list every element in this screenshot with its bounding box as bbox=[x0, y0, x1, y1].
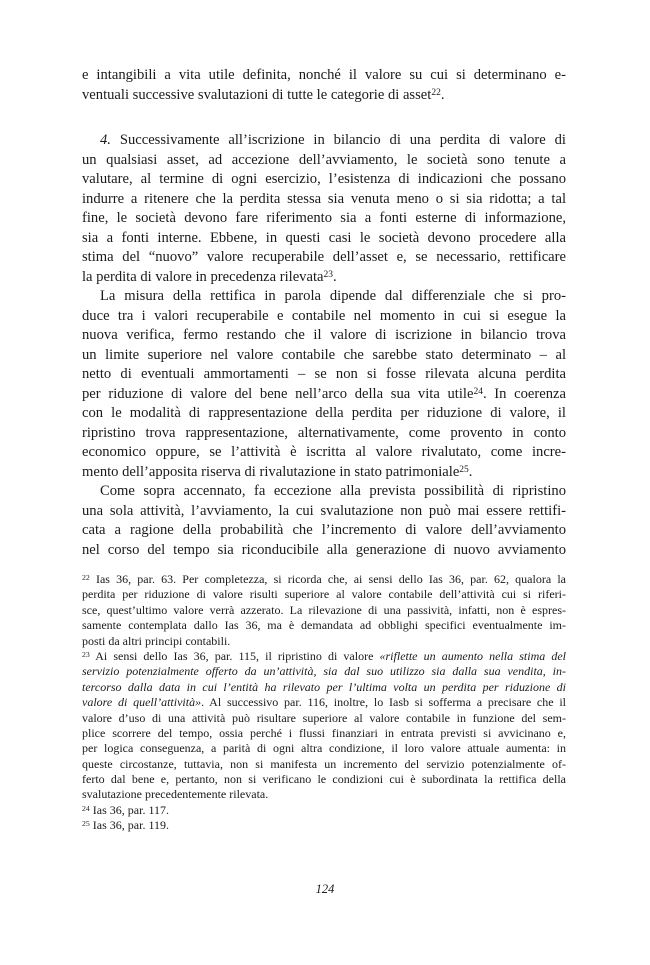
text-run: ripristino trova rappresentazione, alternativamente, come provento in conto bbox=[82, 424, 566, 441]
text-line bbox=[82, 443, 566, 463]
paragraph bbox=[82, 131, 566, 287]
text-run: . bbox=[440, 86, 445, 103]
text-run: posti da altri principi contabili. bbox=[82, 633, 231, 648]
text-line bbox=[82, 541, 566, 561]
text-run: cata a ragione della probabilità che l’incremento di valore dell’avviamento bbox=[82, 522, 566, 538]
footnotes bbox=[82, 572, 566, 834]
text-run: ferto dal bene e, pertanto, non si verificano le condizioni cui è subordinata la rettifica della bbox=[82, 772, 566, 787]
footnote-reference: 24 bbox=[473, 386, 483, 397]
text-run: economico oppure, se l’attività è iscritta al valore rivalutato, come incre- bbox=[82, 444, 566, 460]
text-run: netto di eventuali ammortamenti – se non si fosse rilevata alcuna perdita bbox=[82, 366, 566, 382]
text-run: fine, le società devono fare riferimento sia a fonti esterne di informazione, bbox=[82, 210, 566, 226]
italic-text: valore di quell’attività» bbox=[82, 695, 202, 710]
text-run: indurre a ritenere che la perdita stessa sia venuta meno o si sia ridotta; a tal bbox=[82, 190, 566, 207]
text-run: un limite superiore nel valore contabile che sarebbe stato determinato – al bbox=[82, 346, 566, 363]
text-line bbox=[82, 346, 566, 366]
footnote-reference: 25 bbox=[459, 464, 469, 475]
text-run: per logica conseguenza, a parità di ogni altra condizione, il loro valore attuale aumenta: in bbox=[82, 741, 566, 756]
text-line bbox=[82, 326, 566, 346]
text-run: nuova verifica, fermo restando che il valore di iscrizione in bilancio trova bbox=[82, 327, 566, 343]
text-line bbox=[82, 695, 566, 710]
text-line bbox=[82, 86, 566, 106]
text-line bbox=[82, 521, 566, 541]
text-run: nel corso del tempo sia riconducibile alla generazione di nuovo avviamento bbox=[82, 541, 566, 558]
text-run: . In coerenza bbox=[482, 385, 566, 402]
text-line bbox=[82, 365, 566, 385]
text-line bbox=[82, 170, 566, 190]
body-text bbox=[82, 66, 566, 560]
text-run: Ias 36, par. 63. Per completezza, si ricorda che, ai sensi dello Ias 36, par. 62, qualora la bbox=[89, 572, 566, 586]
text-line bbox=[82, 502, 566, 522]
text-run: sia a fonti interne. Ebbene, in questi casi le società devono procedere alla bbox=[82, 229, 566, 246]
text-line bbox=[82, 404, 566, 424]
text-line bbox=[82, 587, 566, 602]
text-run: e intangibili a vita utile definita, nonché il valore su cui si determinano e- bbox=[82, 67, 566, 83]
text-line bbox=[82, 268, 566, 288]
text-line bbox=[82, 757, 566, 772]
text-run: mento dell’apposita riserva di rivalutazione in stato patrimoniale bbox=[82, 463, 460, 480]
paragraph bbox=[82, 482, 566, 560]
italic-text: 4. bbox=[100, 132, 111, 148]
text-run: Ias 36, par. 117. bbox=[89, 802, 170, 817]
text-run: La misura della rettifica in parola dipende dal differenziale che si pro- bbox=[100, 288, 566, 304]
footnote-reference: 24 bbox=[82, 803, 90, 813]
page-number: 124 bbox=[315, 882, 335, 896]
text-line bbox=[82, 66, 566, 86]
text-line bbox=[82, 463, 566, 483]
text-line bbox=[82, 307, 566, 327]
text-line bbox=[82, 741, 566, 756]
text-line bbox=[82, 287, 566, 307]
text-line bbox=[82, 726, 566, 741]
text-line bbox=[82, 787, 566, 802]
text-line bbox=[82, 131, 566, 151]
text-run: duce tra i valori recuperabile e contabile nel momento in cui si esegue la bbox=[82, 307, 566, 324]
text-run: una sola attività, l’avviamento, la cui svalutazione non può mai essere rettifi- bbox=[82, 502, 566, 519]
text-run: stima del “nuovo” valore recuperabile dell’asset e, se necessario, rettificare bbox=[82, 249, 566, 265]
paragraph bbox=[82, 66, 566, 105]
text-line bbox=[82, 151, 566, 171]
text-run: Successivamente all’iscrizione in bilancio di una perdita di valore di bbox=[110, 132, 566, 148]
footnote bbox=[82, 649, 566, 803]
footnote-reference: 22 bbox=[82, 572, 90, 582]
text-line bbox=[82, 664, 566, 679]
text-run: per riduzione di valore del bene nell’arco della sua vita utile bbox=[82, 385, 474, 402]
text-run: . bbox=[468, 463, 473, 480]
text-line bbox=[82, 603, 566, 618]
text-run: Come sopra accennato, fa eccezione alla prevista possibilità di ripristino bbox=[100, 483, 566, 499]
text-line bbox=[82, 482, 566, 502]
text-line bbox=[82, 229, 566, 249]
text-run: sce, quest’ultimo valore verrà azzerato. La rilevazione di una passività, infatti, non è espres- bbox=[82, 602, 566, 617]
text-line bbox=[82, 711, 566, 726]
text-run: con le modalità di rappresentazione della perdita per riduzione di valore, il bbox=[82, 405, 566, 421]
text-run: Ias 36, par. 119. bbox=[89, 818, 170, 833]
text-line bbox=[82, 209, 566, 229]
text-run: Ai sensi dello Ias 36, par. 115, il ripristino di valore bbox=[89, 648, 380, 663]
text-run: . Al successivo par. 116, inoltre, lo Iasb si sofferma a precisare che il bbox=[201, 695, 566, 710]
text-run: svalutazione precedentemente rilevata. bbox=[82, 787, 269, 802]
footnote-reference: 23 bbox=[82, 649, 90, 659]
text-run: perdita per riduzione di valore risulti superiore al valore contabile dell’attività cui si riferi- bbox=[82, 587, 566, 602]
text-line bbox=[82, 649, 566, 664]
text-run: samente contemplata dallo Ias 36, ma è demandata ad obblighi specifici eventualmente im- bbox=[82, 618, 566, 633]
text-run: valore d’uso di una attività può risultare superiore al valore contabile in funzione del sem- bbox=[82, 710, 566, 725]
text-line bbox=[82, 680, 566, 695]
text-line bbox=[82, 572, 566, 587]
footnote-reference: 25 bbox=[82, 819, 90, 829]
text-run: valutare, al termine di ogni esercizio, l’esistenza di indicazioni che possano bbox=[82, 171, 566, 187]
italic-text: servizio potenzialmente offerto da un’attività, sia dal suo utilizzo sia dalla sua vendita, in- bbox=[82, 664, 566, 679]
text-run: queste circostanze, tuttavia, non si manifesta un incremento del servizio potenzialmente of- bbox=[82, 756, 566, 771]
footnote bbox=[82, 818, 566, 833]
text-line bbox=[82, 772, 566, 787]
italic-text: tercorso dalla data in cui l’entità ha rilevato per l’ultima volta un perdita per riduzione di bbox=[82, 679, 566, 694]
text-run: . bbox=[332, 268, 337, 285]
footnote bbox=[82, 572, 566, 649]
text-line bbox=[82, 634, 566, 649]
text-run: plice scorrere del tempo, ossia perché i flussi finanziari in entrata previsti si avvicinano e, bbox=[82, 725, 566, 740]
text-line bbox=[82, 248, 566, 268]
text-line bbox=[82, 190, 566, 210]
italic-text: «riflette un aumento nella stima del bbox=[379, 648, 566, 663]
footnote-reference: 22 bbox=[431, 87, 441, 98]
footnote bbox=[82, 803, 566, 818]
text-line bbox=[82, 385, 566, 405]
section-gap bbox=[82, 105, 566, 131]
footnote-reference: 23 bbox=[323, 269, 333, 280]
text-line bbox=[82, 618, 566, 633]
paragraph bbox=[82, 287, 566, 482]
text-run: la perdita di valore in precedenza rilevata bbox=[82, 268, 324, 285]
text-run: ventuali successive svalutazioni di tutte le categorie di asset bbox=[82, 86, 432, 103]
text-line bbox=[82, 803, 566, 818]
text-line bbox=[82, 818, 566, 833]
text-run: un qualsiasi asset, ad accezione dell’avviamento, le società sono tenute a bbox=[82, 151, 566, 168]
text-line bbox=[82, 424, 566, 444]
